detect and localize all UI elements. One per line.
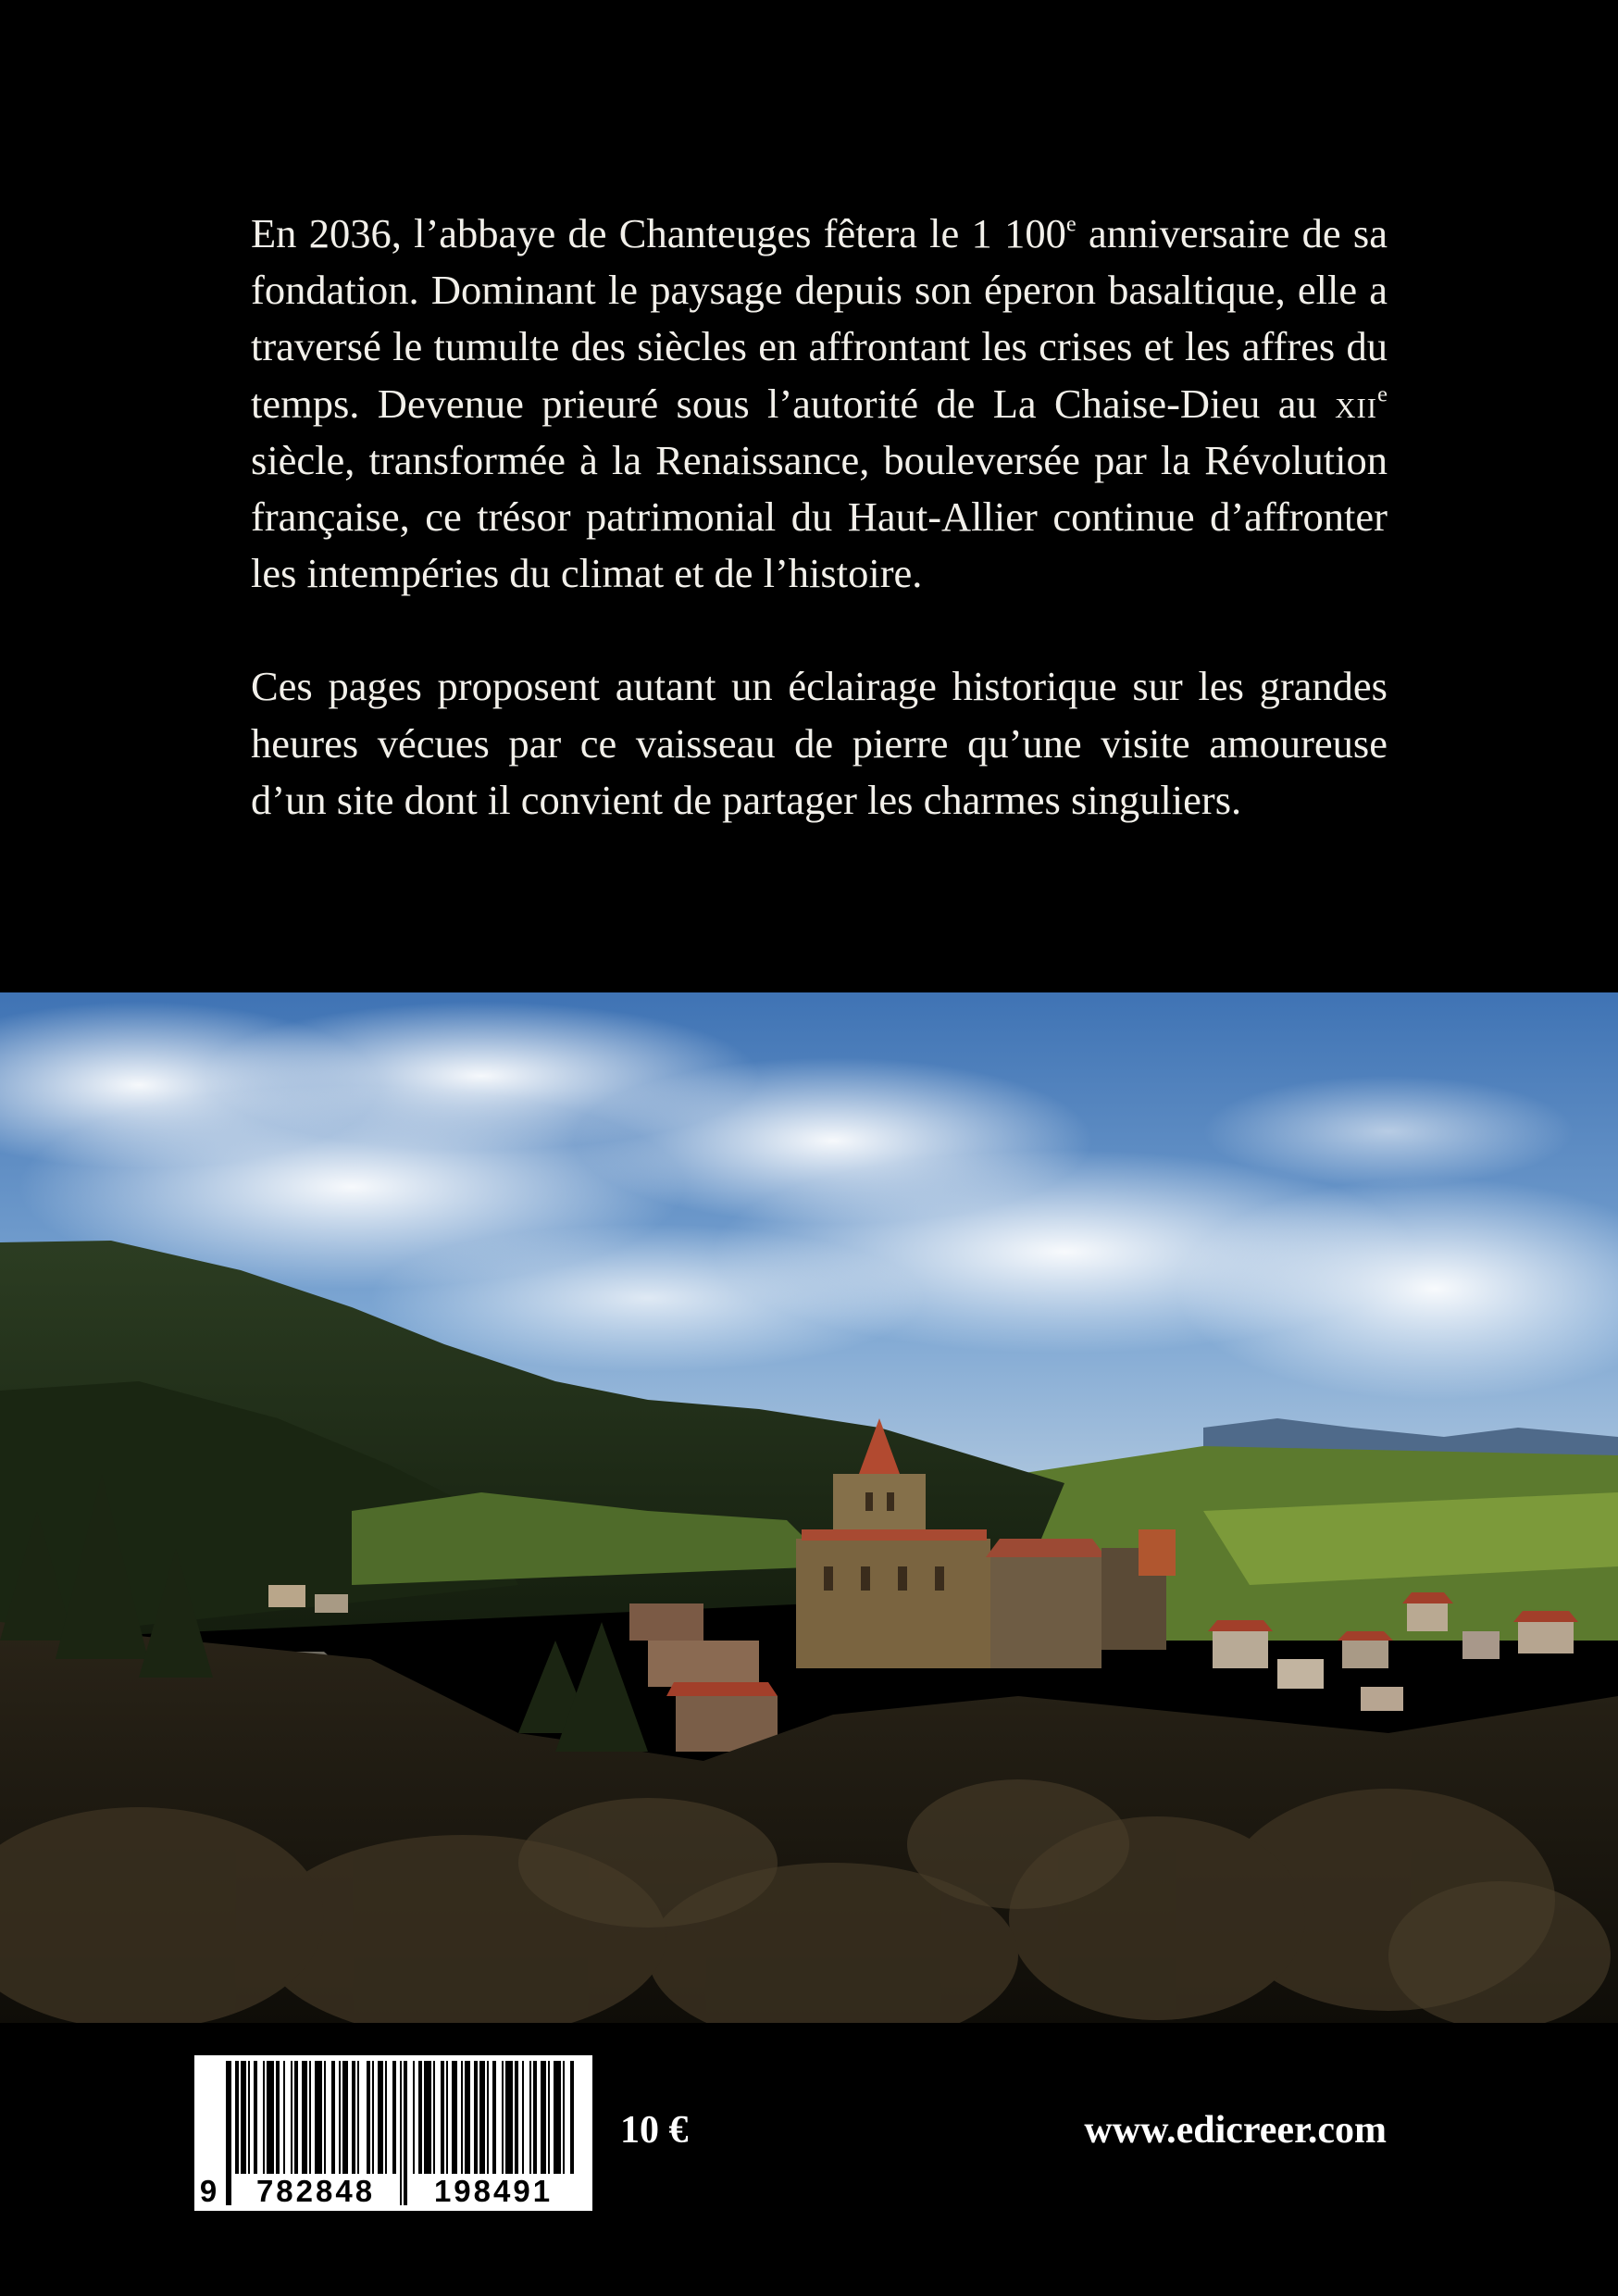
isbn-lead-digit: 9 bbox=[199, 2174, 218, 2208]
website-url[interactable]: www.edicreer.com bbox=[1084, 2109, 1387, 2152]
price: 10 € bbox=[620, 2109, 689, 2152]
isbn-group-2: 198491 bbox=[411, 2174, 576, 2209]
abbey-landscape-photo bbox=[0, 992, 1618, 2023]
back-cover-blurb bbox=[251, 206, 1388, 829]
isbn-digits bbox=[194, 2174, 592, 2209]
isbn-group-1: 782848 bbox=[233, 2174, 398, 2209]
blurb-paragraph-1: En 2036, l’abbaye de Chanteuges fêtera le 1 100e anniversaire de sa fondation. Dominant le paysage depuis son éperon basaltique, elle a traversé le tumulte des siècles en affrontant les crises et les affres du temps. Devenue prieuré sous l’autorité de La Chaise-Dieu au xii$^e$ siècle, transformée à la Renaissance, bouleversée par la Révolution française, ce trésor patrimonial du Haut-Allier continue d’affronter les intempéries du climat et de l’histoire. bbox=[251, 210, 1388, 597]
isbn-barcode bbox=[194, 2055, 592, 2211]
blurb-paragraph-2: Ces pages proposent autant un éclairage historique sur les grandes heures vécues par ce vaisseau de pierre qu’une visite amoureuse d’un site dont il convient de partager les charmes singuliers. bbox=[251, 663, 1388, 823]
